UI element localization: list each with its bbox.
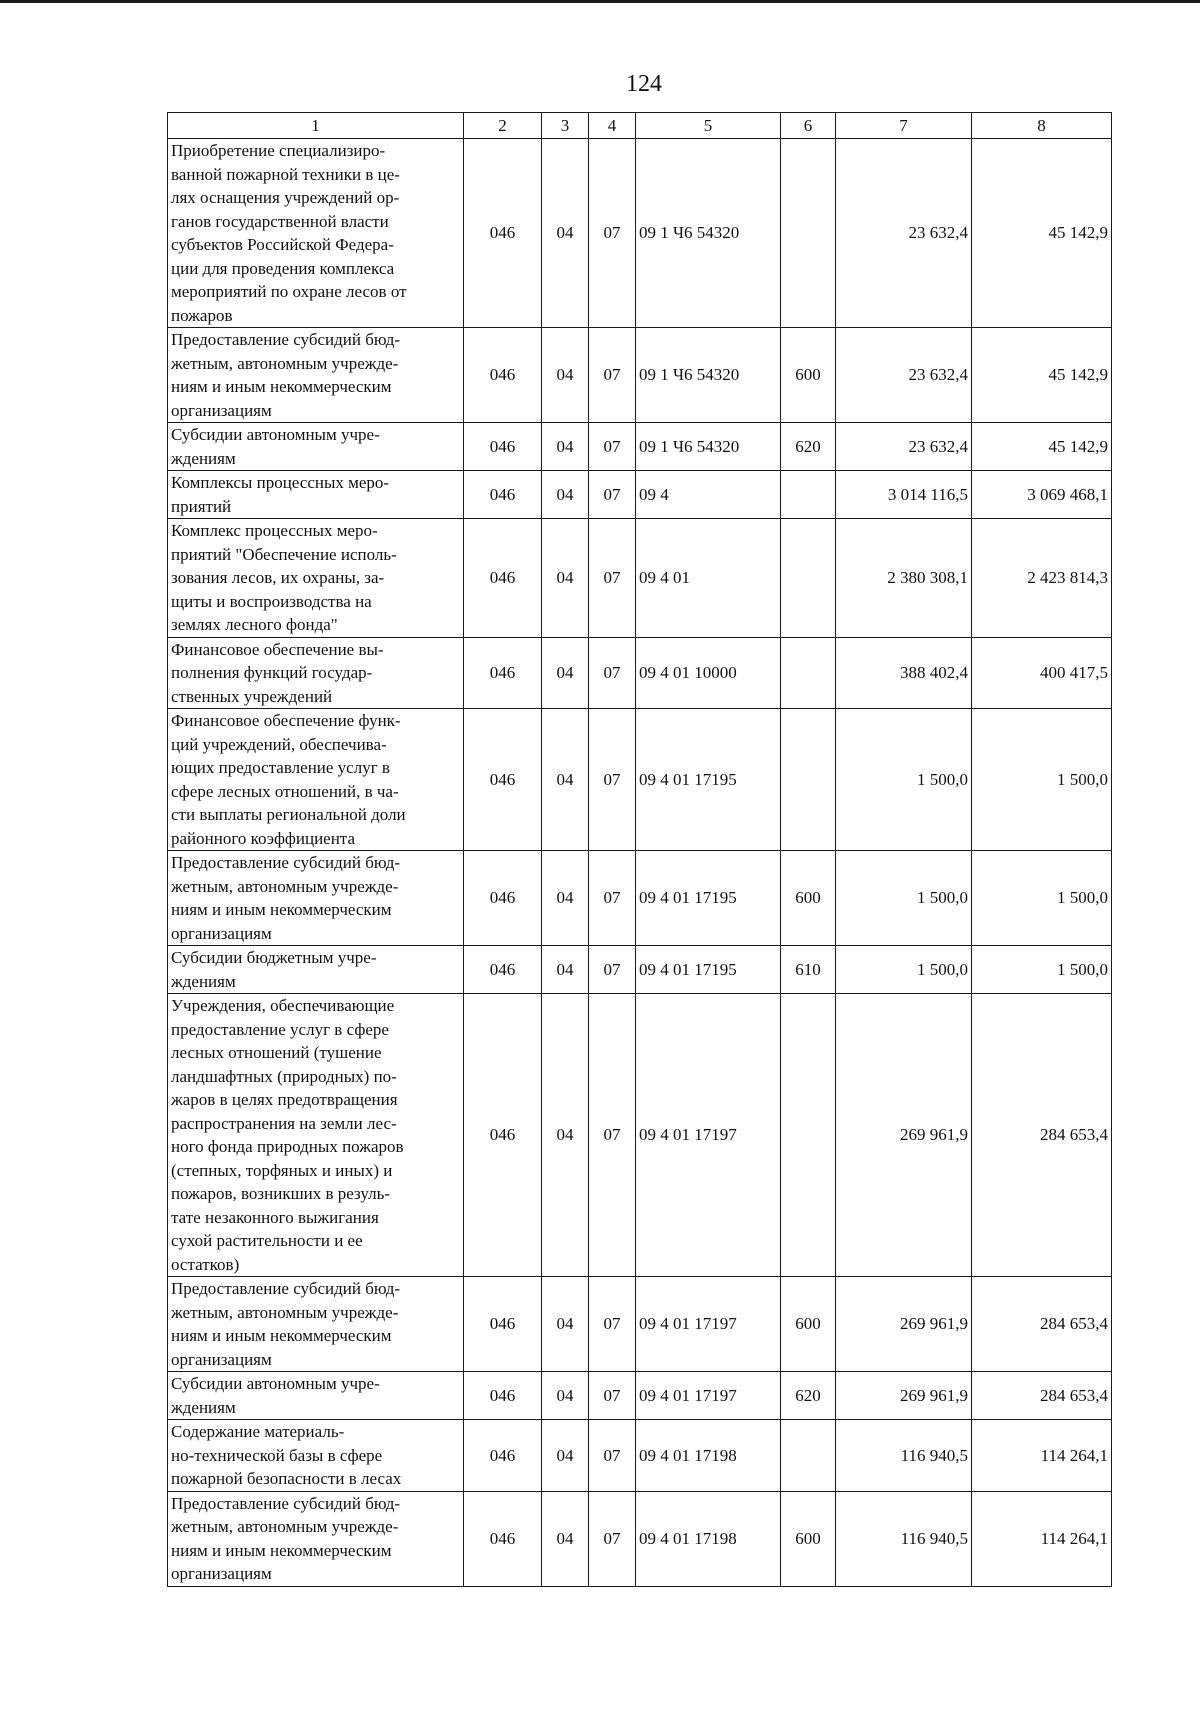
cell-section: 04 [542, 139, 589, 328]
table-row [168, 1491, 1112, 1586]
cell-section: 04 [542, 519, 589, 638]
cell-ministry-code: 046 [464, 328, 542, 423]
cell-amount-year-1: 23 632,4 [836, 423, 972, 471]
cell-target-article: 09 4 [636, 471, 781, 519]
description-line: субъектов Российской Федера- [171, 235, 394, 254]
table-row [168, 709, 1112, 851]
description-line: щиты и воспроизводства на [171, 591, 372, 611]
cell-amount-year-2: 400 417,5 [972, 637, 1112, 709]
cell-expense-type [781, 709, 836, 851]
table-row [168, 1277, 1112, 1372]
cell-subsection: 07 [589, 519, 636, 638]
cell-ministry-code: 046 [464, 519, 542, 638]
description-line: жетным, автономным учрежде- [171, 1302, 399, 1322]
description-line: районного коэффициента [171, 828, 355, 848]
description-line: ждениям [171, 448, 236, 468]
cell-amount-year-2: 1 500,0 [972, 709, 1112, 851]
column-header-6: 6 [781, 113, 836, 139]
column-header-2: 2 [464, 113, 542, 139]
cell-amount-year-1: 2 380 308,1 [836, 519, 972, 638]
description-line: ниям и иным некоммерческим [171, 1326, 392, 1345]
cell-expense-type: 600 [781, 328, 836, 423]
cell-ministry-code: 046 [464, 946, 542, 994]
cell-ministry-code: 046 [464, 423, 542, 471]
cell-amount-year-2: 1 500,0 [972, 946, 1112, 994]
description-line: Субсидии автономным учре- [171, 1374, 380, 1393]
cell-amount-year-2: 3 069 468,1 [972, 471, 1112, 519]
cell-subsection: 07 [589, 1372, 636, 1420]
description-line: организациям [171, 400, 272, 420]
cell-expense-type [781, 994, 836, 1277]
cell-subsection: 07 [589, 471, 636, 519]
cell-subsection: 07 [589, 139, 636, 328]
cell-expense-type: 610 [781, 946, 836, 994]
cell-expense-type [781, 637, 836, 709]
cell-section: 04 [542, 709, 589, 851]
cell-description [168, 328, 464, 423]
cell-section: 04 [542, 1491, 589, 1586]
description-line: ванной пожарной техники в це- [171, 164, 400, 184]
cell-target-article: 09 4 01 17198 [636, 1491, 781, 1586]
description-line: сти выплаты региональной доли [171, 805, 406, 824]
description-line: остатков) [171, 1254, 240, 1274]
cell-target-article: 09 4 01 17197 [636, 994, 781, 1277]
description-line: зования лесов, их охраны, за- [171, 568, 385, 587]
cell-amount-year-1: 3 014 116,5 [836, 471, 972, 519]
cell-target-article: 09 4 01 17197 [636, 1277, 781, 1372]
column-header-1: 1 [168, 113, 464, 139]
description-line: полнения функций государ- [171, 663, 373, 682]
description-line: пожарной безопасности в лесах [171, 1469, 402, 1488]
table-row [168, 139, 1112, 328]
description-line: (степных, торфяных и иных) и [171, 1160, 393, 1180]
cell-description [168, 1491, 464, 1586]
description-line: тате незаконного выжигания [171, 1207, 379, 1227]
cell-expense-type: 600 [781, 1277, 836, 1372]
cell-amount-year-1: 269 961,9 [836, 1277, 972, 1372]
table-row [168, 851, 1112, 946]
description-line: Приобретение специализиро- [171, 141, 386, 160]
cell-target-article: 09 1 Ч6 54320 [636, 328, 781, 423]
cell-expense-type: 600 [781, 1491, 836, 1586]
description-line: пожаров [171, 305, 233, 325]
cell-ministry-code: 046 [464, 637, 542, 709]
cell-ministry-code: 046 [464, 1491, 542, 1586]
cell-subsection: 07 [589, 851, 636, 946]
description-line: организациям [171, 1349, 272, 1369]
description-line: Субсидии бюджетным учре- [171, 948, 377, 967]
cell-section: 04 [542, 423, 589, 471]
cell-ministry-code: 046 [464, 471, 542, 519]
cell-amount-year-2: 2 423 814,3 [972, 519, 1112, 638]
cell-description [168, 994, 464, 1277]
cell-target-article: 09 4 01 [636, 519, 781, 638]
cell-amount-year-2: 114 264,1 [972, 1420, 1112, 1492]
cell-description [168, 1372, 464, 1420]
description-line: Предоставление субсидий бюд- [171, 1493, 401, 1513]
description-line: жетным, автономным учрежде- [171, 353, 399, 373]
cell-ministry-code: 046 [464, 1277, 542, 1372]
cell-amount-year-1: 1 500,0 [836, 851, 972, 946]
description-line: лесных отношений (тушение [171, 1043, 382, 1062]
cell-description [168, 139, 464, 328]
cell-section: 04 [542, 994, 589, 1277]
table-row [168, 471, 1112, 519]
table-row [168, 423, 1112, 471]
cell-amount-year-1: 116 940,5 [836, 1491, 972, 1586]
cell-description [168, 637, 464, 709]
table-row [168, 946, 1112, 994]
cell-target-article: 09 4 01 17197 [636, 1372, 781, 1420]
cell-amount-year-1: 1 500,0 [836, 709, 972, 851]
description-line: Финансовое обеспечение функ- [171, 711, 401, 730]
cell-amount-year-2: 45 142,9 [972, 328, 1112, 423]
cell-subsection: 07 [589, 423, 636, 471]
cell-target-article: 09 4 01 17195 [636, 709, 781, 851]
cell-description [168, 851, 464, 946]
description-line: Учреждения, обеспечивающие [171, 996, 395, 1015]
cell-amount-year-1: 116 940,5 [836, 1420, 972, 1492]
description-line: жетным, автономным учрежде- [171, 1517, 399, 1536]
top-border-line [0, 0, 1200, 3]
cell-amount-year-2: 284 653,4 [972, 1277, 1112, 1372]
description-line: ниям и иным некоммерческим [171, 1540, 392, 1560]
description-line: приятий "Обеспечение исполь- [171, 544, 397, 564]
page-number: 124 [626, 71, 662, 97]
table-row [168, 637, 1112, 709]
description-line: сухой растительности и ее [171, 1231, 363, 1250]
cell-subsection: 07 [589, 946, 636, 994]
description-line: ного фонда природных пожаров [171, 1137, 404, 1156]
cell-amount-year-2: 45 142,9 [972, 139, 1112, 328]
description-line: сфере лесных отношений, в ча- [171, 781, 399, 801]
column-header-4: 4 [589, 113, 636, 139]
cell-amount-year-1: 388 402,4 [836, 637, 972, 709]
description-line: Предоставление субсидий бюд- [171, 330, 401, 349]
cell-target-article: 09 4 01 17198 [636, 1420, 781, 1492]
table-row [168, 994, 1112, 1277]
cell-section: 04 [542, 1372, 589, 1420]
description-line: ждениям [171, 1397, 236, 1417]
description-line: землях лесного фонда" [171, 615, 338, 634]
description-line: Предоставление субсидий бюд- [171, 853, 401, 872]
cell-amount-year-2: 45 142,9 [972, 423, 1112, 471]
description-line: жаров в целях предотвращения [171, 1090, 398, 1109]
cell-target-article: 09 1 Ч6 54320 [636, 139, 781, 328]
cell-amount-year-2: 114 264,1 [972, 1491, 1112, 1586]
description-line: Комплекс процессных меро- [171, 521, 378, 540]
cell-target-article: 09 4 01 17195 [636, 851, 781, 946]
description-line: ции для проведения комплекса [171, 258, 395, 278]
cell-target-article: 09 4 01 17195 [636, 946, 781, 994]
description-line: ландшафтных (природных) по- [171, 1066, 397, 1086]
cell-expense-type [781, 1420, 836, 1492]
cell-subsection: 07 [589, 1277, 636, 1372]
description-line: предоставление услуг в сфере [171, 1019, 389, 1039]
cell-section: 04 [542, 851, 589, 946]
cell-description [168, 423, 464, 471]
cell-description [168, 946, 464, 994]
cell-amount-year-1: 269 961,9 [836, 1372, 972, 1420]
cell-section: 04 [542, 471, 589, 519]
description-line: Предоставление субсидий бюд- [171, 1279, 401, 1298]
description-line: ций учреждений, обеспечива- [171, 734, 387, 754]
cell-ministry-code: 046 [464, 139, 542, 328]
cell-subsection: 07 [589, 709, 636, 851]
description-line: ственных учреждений [171, 686, 333, 706]
cell-amount-year-2: 1 500,0 [972, 851, 1112, 946]
table-header-row [168, 113, 1112, 139]
description-line: приятий [171, 496, 232, 516]
cell-expense-type [781, 139, 836, 328]
cell-target-article: 09 1 Ч6 54320 [636, 423, 781, 471]
cell-section: 04 [542, 1420, 589, 1492]
column-header-3: 3 [542, 113, 589, 139]
description-line: ниям и иным некоммерческим [171, 900, 392, 919]
column-header-8: 8 [972, 113, 1112, 139]
cell-amount-year-1: 23 632,4 [836, 139, 972, 328]
table-row [168, 328, 1112, 423]
description-line: пожаров, возникших в резуль- [171, 1184, 391, 1203]
cell-section: 04 [542, 1277, 589, 1372]
column-header-5: 5 [636, 113, 781, 139]
cell-expense-type: 620 [781, 423, 836, 471]
cell-target-article: 09 4 01 10000 [636, 637, 781, 709]
cell-description [168, 519, 464, 638]
budget-table [167, 112, 1112, 1587]
table-body [168, 139, 1112, 1587]
cell-description [168, 709, 464, 851]
cell-subsection: 07 [589, 1420, 636, 1492]
cell-subsection: 07 [589, 994, 636, 1277]
cell-expense-type: 600 [781, 851, 836, 946]
description-line: распространения на земли лес- [171, 1113, 397, 1133]
description-line: ниям и иным некоммерческим [171, 377, 392, 396]
description-line: мероприятий по охране лесов от [171, 282, 407, 301]
description-line: ющих предоставление услуг в [171, 758, 390, 777]
description-line: но-технической базы в сфере [171, 1445, 383, 1465]
description-line: лях оснащения учреждений ор- [171, 188, 400, 207]
cell-subsection: 07 [589, 1491, 636, 1586]
cell-description [168, 1420, 464, 1492]
cell-amount-year-2: 284 653,4 [972, 1372, 1112, 1420]
description-line: Финансовое обеспечение вы- [171, 639, 384, 659]
description-line: ганов государственной власти [171, 211, 389, 231]
description-line: ждениям [171, 971, 236, 991]
cell-ministry-code: 046 [464, 709, 542, 851]
column-header-7: 7 [836, 113, 972, 139]
cell-description [168, 1277, 464, 1372]
cell-ministry-code: 046 [464, 851, 542, 946]
cell-section: 04 [542, 637, 589, 709]
cell-section: 04 [542, 946, 589, 994]
cell-amount-year-1: 269 961,9 [836, 994, 972, 1277]
cell-ministry-code: 046 [464, 1372, 542, 1420]
description-line: организациям [171, 1564, 272, 1583]
cell-ministry-code: 046 [464, 994, 542, 1277]
cell-section: 04 [542, 328, 589, 423]
description-line: организациям [171, 923, 272, 943]
cell-amount-year-1: 1 500,0 [836, 946, 972, 994]
cell-expense-type [781, 519, 836, 638]
table-row [168, 519, 1112, 638]
description-line: Комплексы процессных меро- [171, 473, 390, 492]
table-row [168, 1420, 1112, 1492]
cell-amount-year-2: 284 653,4 [972, 994, 1112, 1277]
cell-subsection: 07 [589, 637, 636, 709]
description-line: Содержание материаль- [171, 1422, 345, 1441]
cell-description [168, 471, 464, 519]
cell-expense-type: 620 [781, 1372, 836, 1420]
description-line: жетным, автономным учрежде- [171, 876, 399, 896]
cell-expense-type [781, 471, 836, 519]
cell-subsection: 07 [589, 328, 636, 423]
cell-amount-year-1: 23 632,4 [836, 328, 972, 423]
description-line: Субсидии автономным учре- [171, 425, 380, 444]
cell-ministry-code: 046 [464, 1420, 542, 1492]
table-row [168, 1372, 1112, 1420]
